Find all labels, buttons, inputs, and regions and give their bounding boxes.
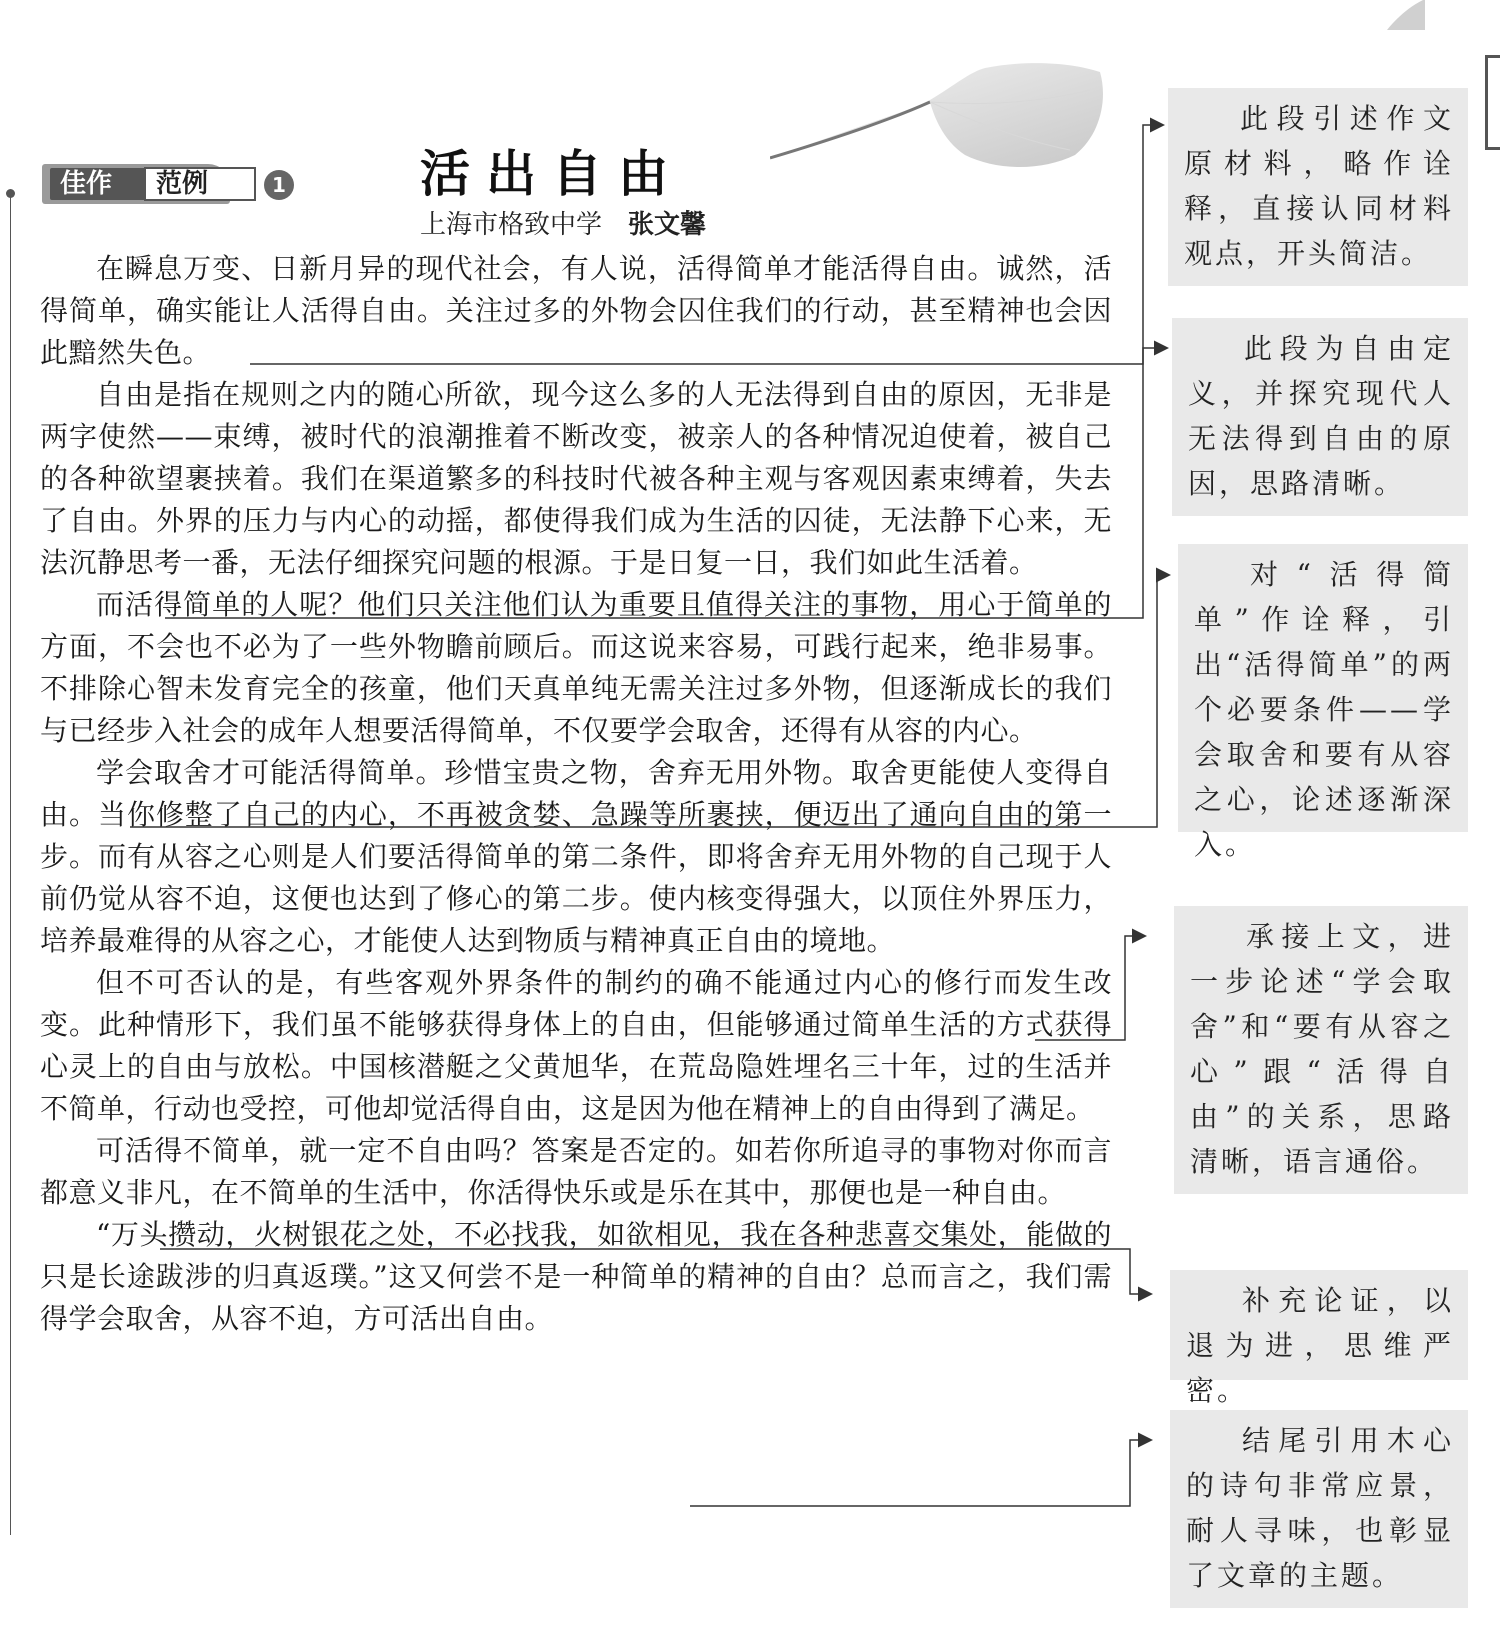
side-rule-line bbox=[10, 193, 11, 1535]
page-edge-tab bbox=[1485, 55, 1500, 150]
connector-6 bbox=[690, 1440, 1150, 1506]
annotation-note-5: 补充论证，以退为进，思维严密。 bbox=[1170, 1270, 1468, 1380]
annotation-note-6: 结尾引用木心的诗句非常应景，耐人寻味，也彰显了文章的主题。 bbox=[1170, 1410, 1468, 1608]
ginkgo-leaf-decoration bbox=[770, 60, 1110, 180]
paragraph-4: 学会取舍才可能活得简单。珍惜宝贵之物，舍弃无用外物。取舍更能使人变得自由。当你修整了自己的内心，不再被贪婪、急躁等所裹挟，便迈出了通向自由的第一步。而有从容之心则是人们要活得简单的第二条件，即将舍弃无用外物的自己现于人前仍觉从容不迫，这便也达到了修心的第二步。使内核变得强大，以顶住外界压力，培养最难得的从容之心，才能使人达到物质与精神真正自由的境地。 bbox=[40, 756, 1112, 957]
paragraph-6: 可活得不简单，就一定不自由吗？答案是否定的。如若你所追寻的事物对你而言都意义非凡，在不简单的生活中，你活得快乐或是乐在其中，那便也是一种自由。 bbox=[40, 1134, 1112, 1209]
author-school: 上海市格致中学 bbox=[420, 210, 603, 240]
badge-number: 1 bbox=[264, 170, 294, 200]
annotation-note-3: 对“活得简单”作诠释，引出“活得简单”的两个必要条件——学会取舍和要有从容之心，论述逐渐深入。 bbox=[1178, 544, 1468, 832]
author-name: 张文馨 bbox=[628, 210, 707, 240]
article-title: 活出自由 bbox=[420, 144, 684, 203]
badge-label-left: 佳作 bbox=[60, 169, 113, 199]
paragraph-7: “万头攒动，火树银花之处，不必找我，如欲相见，我在各种悲喜交集处，能做的只是长途跋涉的归真返璞。”这又何尝不是一种简单的精神的自由？总而言之，我们需得学会取舍，从容不迫，方可活出自由。 bbox=[40, 1218, 1112, 1335]
annotation-note-2: 此段为自由定义，并探究现代人无法得到自由的原因，思路清晰。 bbox=[1172, 318, 1468, 516]
paragraph-3: 而活得简单的人呢？他们只关注他们认为重要且值得关注的事物，用心于简单的方面，不会也不必为了一些外物瞻前顾后。而这说来容易，可践行起来，绝非易事。不排除心智未发育完全的孩童，他们天真单纯无需关注过多外物，但逐渐成长的我们与已经步入社会的成年人想要活得简单，不仅要学会取舍，还得有从容的内心。 bbox=[40, 588, 1112, 747]
corner-leaf-decoration bbox=[1385, 0, 1425, 30]
paragraph-2: 自由是指在规则之内的随心所欲，现今这么多的人无法得到自由的原因，无非是两字使然——束缚，被时代的浪潮推着不断改变，被亲人的各种情况迫使着，被自己的各种欲望裹挟着。我们在渠道繁多的科技时代被各种主观与客观因素束缚着，失去了自由。外界的压力与内心的动摇，都使得我们成为生活的囚徒，无法静下心来，无法沉静思考一番，无法仔细探究问题的根源。于是日复一日，我们如此生活着。 bbox=[40, 378, 1112, 579]
badge-label-right: 范例 bbox=[144, 167, 256, 201]
paragraph-1: 在瞬息万变、日新月异的现代社会，有人说，活得简单才能活得自由。诚然，活得简单，确实能让人活得自由。关注过多的外物会囚住我们的行动，甚至精神也会因此黯然失色。 bbox=[40, 252, 1112, 369]
article-body bbox=[40, 248, 1112, 1340]
annotation-note-4: 承接上文，进一步论述“学会取舍”和“要有从容之心”跟“活得自由”的关系，思路清晰，语言通俗。 bbox=[1174, 906, 1468, 1194]
annotation-note-1: 此段引述作文原材料，略作诠释，直接认同材料观点，开头简洁。 bbox=[1168, 88, 1468, 286]
author-line bbox=[420, 204, 706, 241]
side-rule-dot bbox=[6, 189, 15, 198]
paragraph-5: 但不可否认的是，有些客观外界条件的制约的确不能通过内心的修行而发生改变。此种情形下，我们虽不能够获得身体上的自由，但能够通过简单生活的方式获得心灵上的自由与放松。中国核潜艇之父黄旭华，在荒岛隐姓埋名三十年，过的生活并不简单，行动也受控，可他却觉活得自由，这是因为他在精神上的自由得到了满足。 bbox=[40, 966, 1112, 1125]
section-badge bbox=[42, 164, 286, 208]
